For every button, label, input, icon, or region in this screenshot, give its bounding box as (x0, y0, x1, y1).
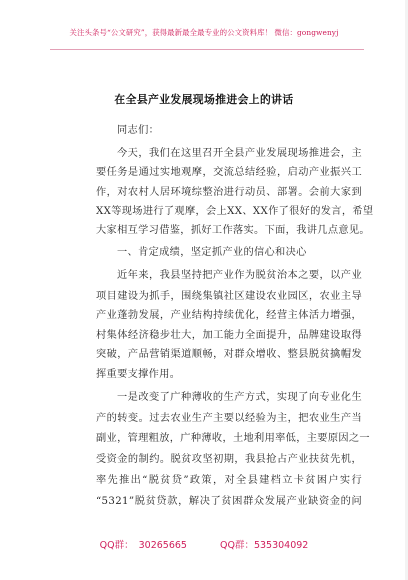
section-heading: 一、肯定成绩，坚定抓产业的信心和决心 (117, 247, 307, 258)
qq-group-2: QQ群：535304092 (220, 540, 309, 551)
paragraph-line: 突破，产品营销渠道顺畅，对群众增收、整县脱贫擒帽发 (96, 349, 362, 360)
paragraph-line: 产业蓬勃发展，产业结构持续优化，经营主体活力增强， (96, 310, 362, 321)
qq-group-1: QQ群： 30265665 (99, 540, 187, 551)
paragraph-line: 一是改变了广种薄收的生产方式，实现了向专业化生 (117, 392, 362, 403)
paragraph-line: 项目建设为抓手，围绕集镇社区建设农业园区，农业主导 (96, 291, 362, 302)
paragraph-line: XX等现场进行了观摩，会上XX、XX作了很好的发言，希望 (96, 206, 374, 217)
promo-text: 关注头条号“公文研究”，获得最新最全最专业的公文资料库！ 微信：gongwenyj (69, 28, 339, 37)
paragraph-line: 今天，我们在这里召开全县产业发展现场推进会，主 (117, 148, 362, 159)
paragraph-line: 受资金的制约。脱贫攻坚初期，我县抢占产业扶贫先机， (96, 454, 362, 465)
paragraph-line: 作，对农村人居环境综整治进行动员、部署。会前大家到 (96, 187, 362, 198)
paragraph-line: 大家相互学习借鉴，抓好工作落实。下面，我讲几点意见。 (96, 225, 370, 236)
document-title: 在全县产业发展现场推进会上的讲话 (114, 93, 294, 106)
header-divider (50, 49, 364, 50)
paragraph-line: 村集体经济稳步壮大，加工能力全面提升，品牌建设取得 (96, 330, 362, 341)
promo-header (0, 0, 408, 52)
paragraph-line: 产的转变。过去农业生产主要以经验为主，把农业生产当 (96, 413, 362, 424)
salutation: 同志们： (117, 125, 160, 136)
paragraph-line: 要任务是通过实地观摩，交流总结经验，启动产业振兴工 (96, 167, 362, 178)
paragraph-line: 率先推出“脱贫贷”政策，对全县建档立卡贫困户实行 (96, 475, 362, 486)
contact-footer (0, 537, 408, 551)
paragraph-line: “5321”脱贫贷款，解决了贫困群众发展产业缺资金的问 (96, 496, 362, 507)
paragraph-line: 副业，管理粗放，广种薄收，土地利用率低，主要原因之一 (96, 433, 370, 444)
paragraph-line: 挥重要支撑作用。 (96, 369, 181, 380)
paragraph-line: 近年来，我县坚持把产业作为脱贫治本之要，以产业 (117, 270, 362, 281)
